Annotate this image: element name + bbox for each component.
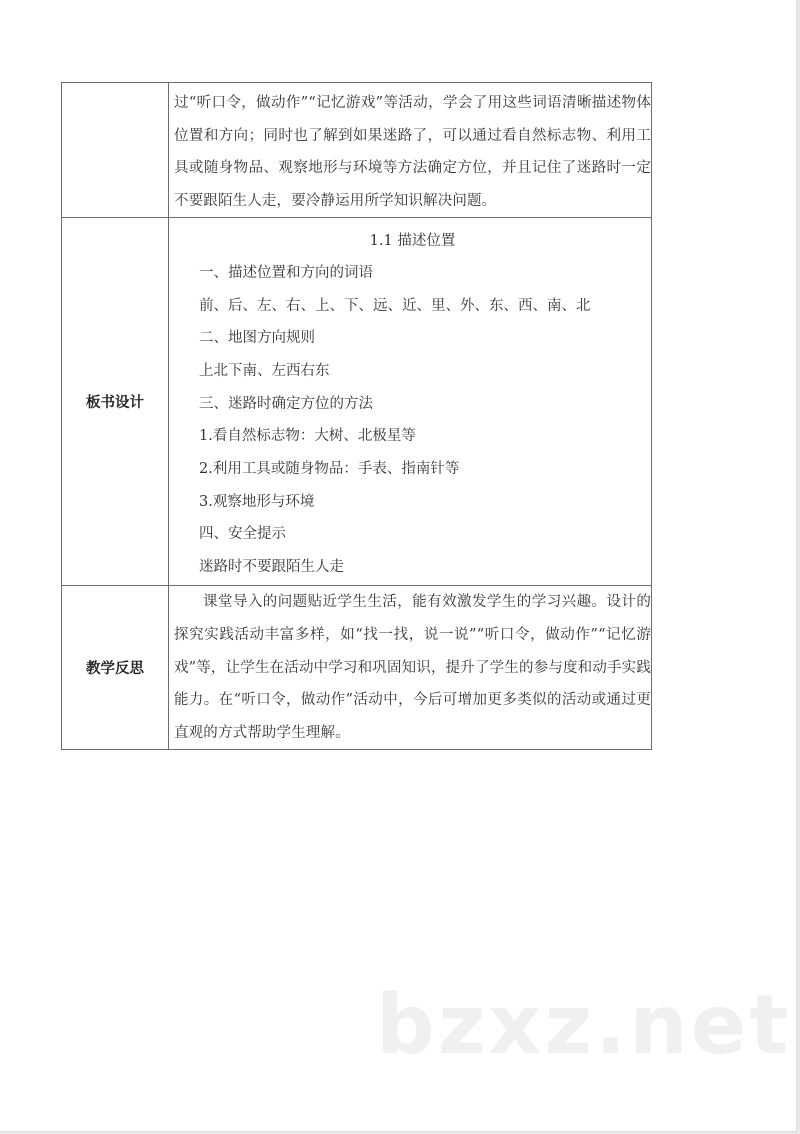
board-method-2: 2.利用工具或随身物品：手表、指南针等 xyxy=(199,461,460,478)
row-label-reflection: 教学反思 xyxy=(62,586,169,750)
table-row-summary xyxy=(62,83,652,218)
lesson-plan-table xyxy=(61,82,652,750)
board-heading-1: 一、描述位置和方向的词语 xyxy=(199,264,373,281)
watermark: bzxz.net xyxy=(376,978,792,1073)
row-label xyxy=(62,83,169,218)
row-content xyxy=(169,83,652,218)
board-text-directions: 前、后、左、右、上、下、远、近、里、外、东、西、南、北 xyxy=(199,297,591,314)
board-title: 1.1 描述位置 xyxy=(369,232,456,249)
board-method-1: 1.看自然标志物：大树、北极星等 xyxy=(199,428,416,445)
table-row-reflection xyxy=(62,586,652,750)
board-safety-tip: 迷路时不要跟陌生人走 xyxy=(199,559,344,576)
board-heading-3: 三、迷路时确定方位的方法 xyxy=(199,395,373,412)
board-method-3: 3.观察地形与环境 xyxy=(199,493,315,510)
table-row-board-design xyxy=(62,218,652,586)
reflection-paragraph: 课堂导入的问题贴近学生生活，能有效激发学生的学习兴趣。设计的探究实践活动丰富多样，如“找一找，说一说”“听口令，做动作”“记忆游戏”等，让学生在活动中学习和巩固知识，提升了学生的参与度和动手实践能力。在“听口令，做动作”活动中，今后可增加更多类似的活动或通过更直观的方式帮助学生理解。 xyxy=(174,594,651,741)
board-text-map-rule: 上北下南、左西右东 xyxy=(199,362,330,379)
board-layout xyxy=(174,220,651,584)
board-heading-2: 二、地图方向规则 xyxy=(199,330,315,347)
board-design-content xyxy=(169,218,652,586)
reflection-content xyxy=(169,586,652,750)
board-heading-4: 四、安全提示 xyxy=(199,526,286,543)
row-label-board-design: 板书设计 xyxy=(62,218,169,586)
summary-paragraph: 过“听口令，做动作”“记忆游戏”等活动，学会了用这些词语清晰描述物体位置和方向；同时也了解到如果迷路了，可以通过看自然标志物、利用工具或随身物品、观察地形与环境等方法确定方位，并且记住了迷路时一定不要跟陌生人走，要冷静运用所学知识解决问题。 xyxy=(174,95,651,209)
